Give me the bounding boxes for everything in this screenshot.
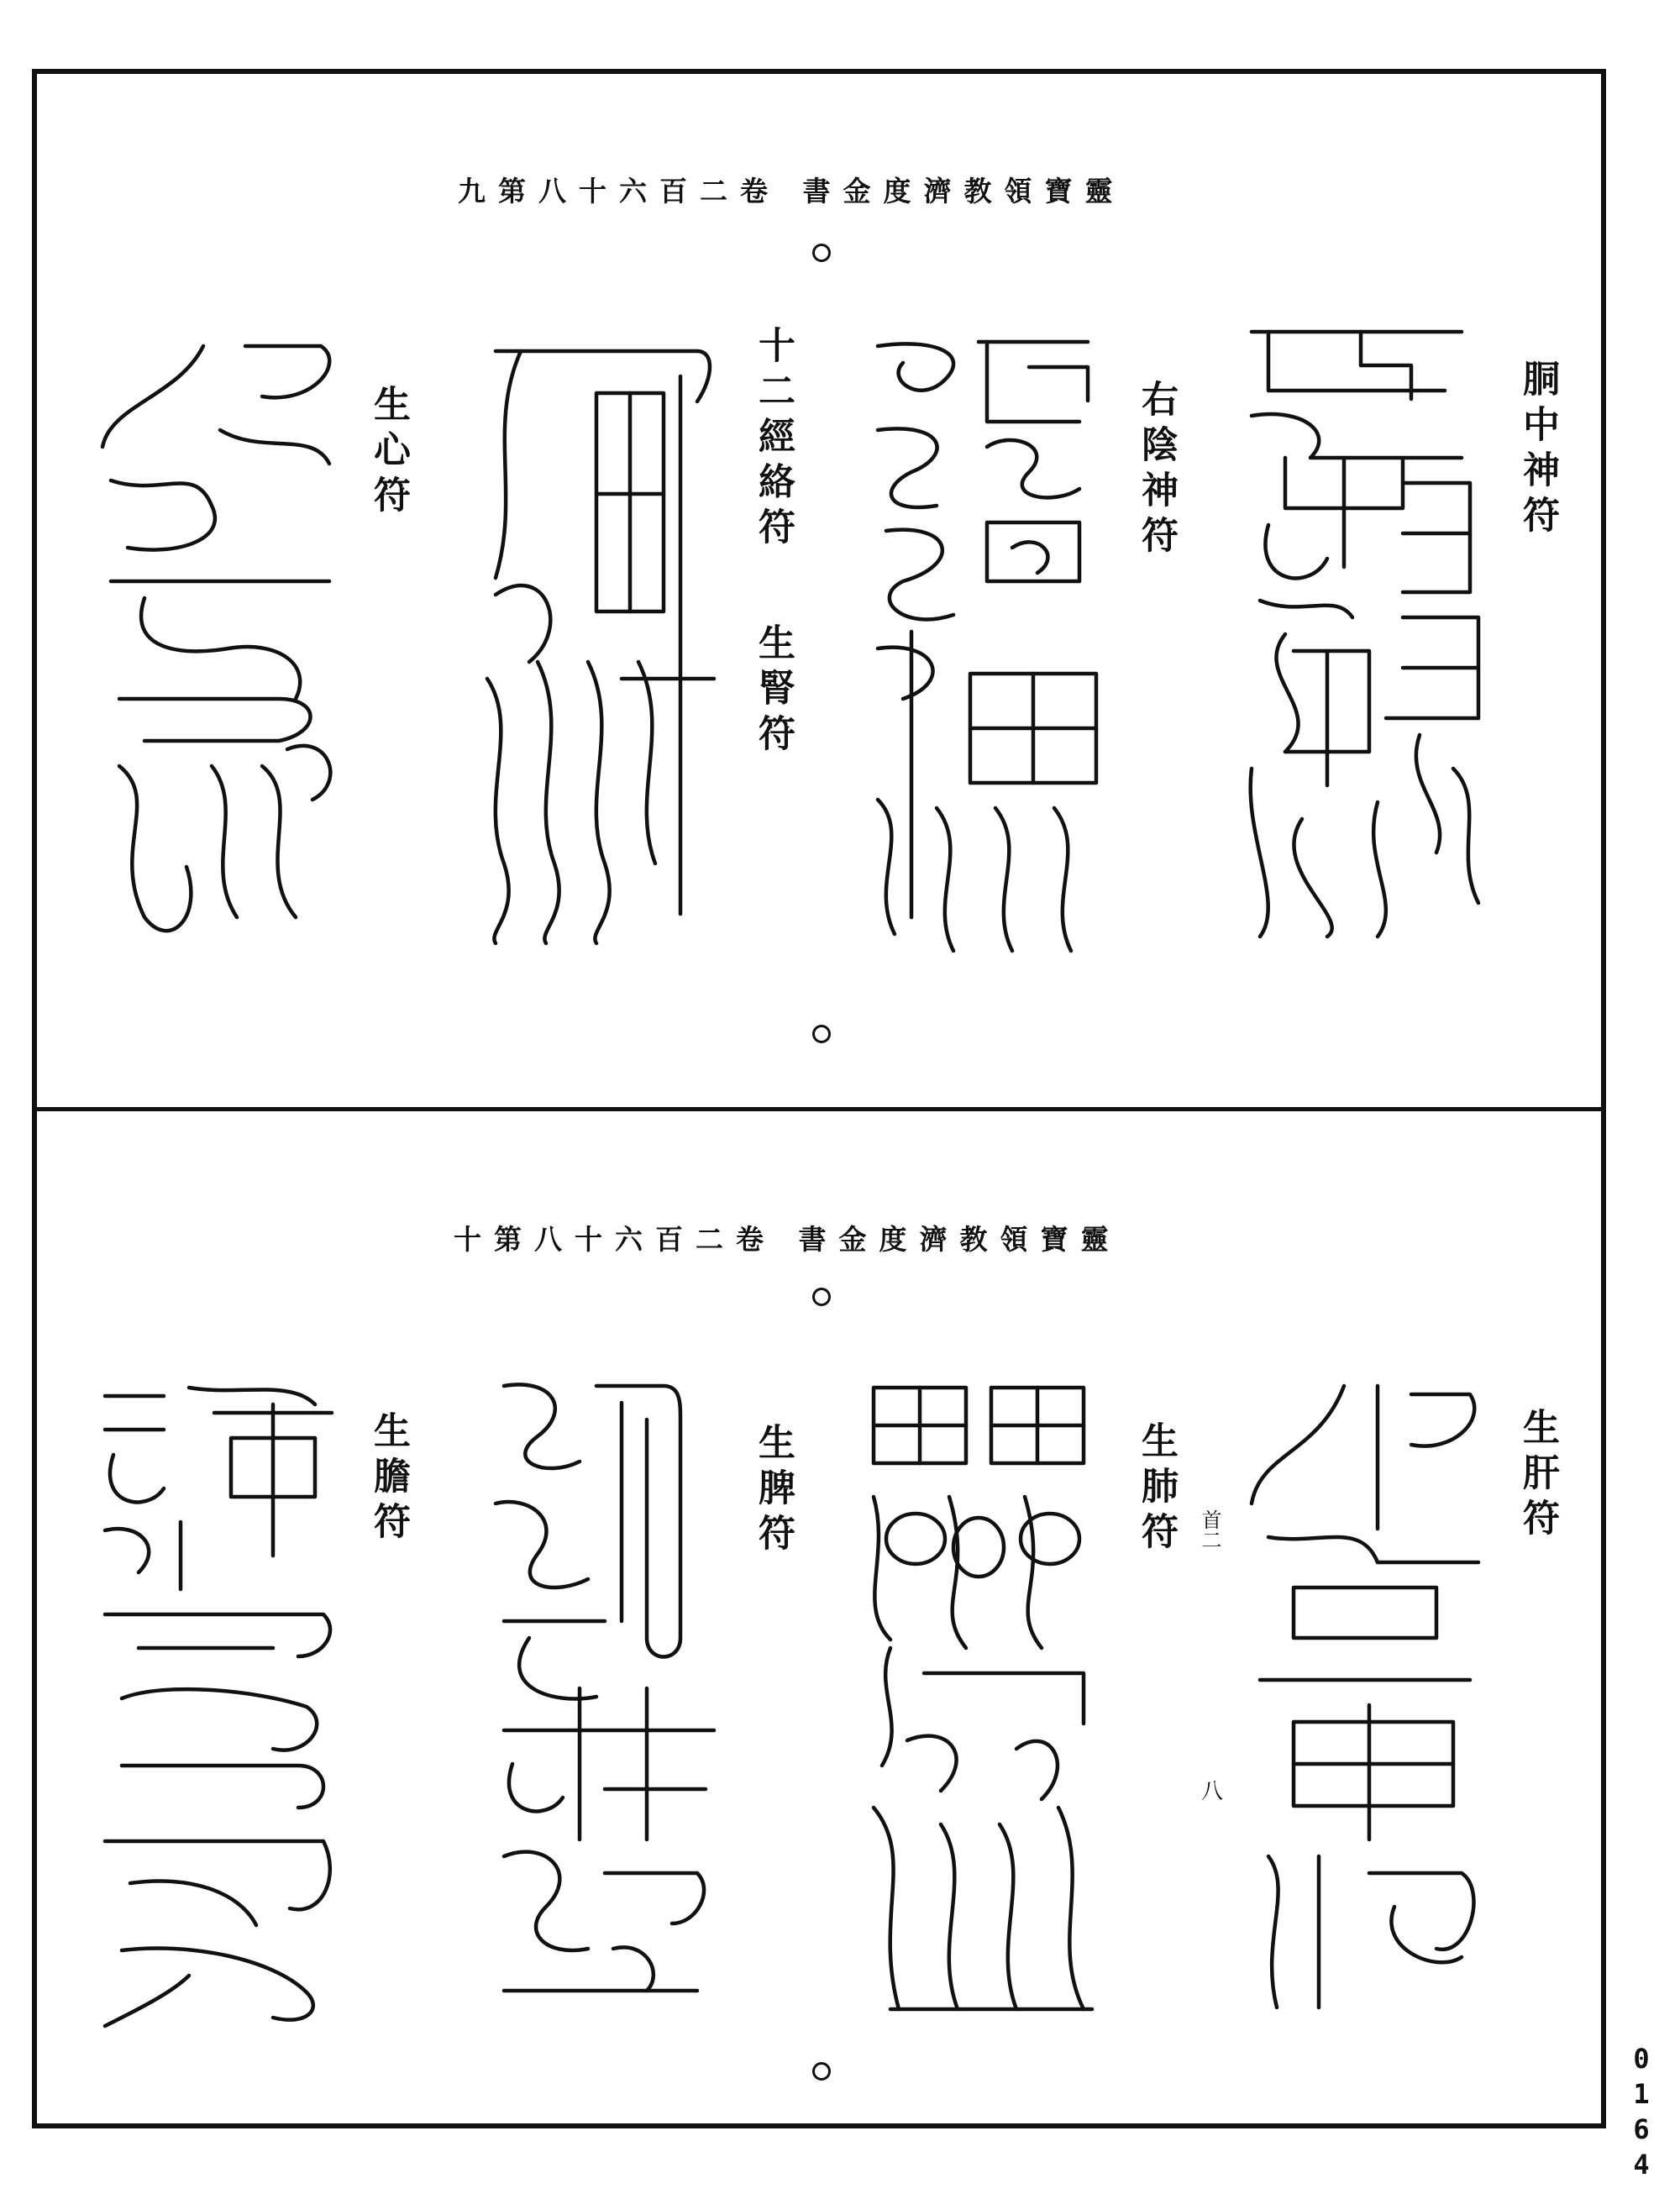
page-number-digit: 6: [1633, 2113, 1650, 2145]
label-dongzhong-shen-fu: 胴中神符: [1516, 360, 1559, 541]
top-registration-circle-upper: [812, 244, 831, 262]
page-number-digit: 0: [1633, 2043, 1650, 2075]
talisman-dongzhong-image: [1235, 315, 1487, 953]
talisman-sheng-xin-image: [94, 329, 346, 951]
page-number: [1628, 2041, 1655, 2182]
bottom-header: 十第八十六百二卷 書金度濟教領寶靈: [454, 1223, 1121, 1256]
bottom-registration-circle-upper: [812, 1288, 831, 1306]
label-sheng-shen-fu: 生腎符: [752, 623, 795, 759]
note-shou-er: 首二: [1198, 1509, 1221, 1550]
label-sheng-gan-fu: 生肝符: [1516, 1408, 1559, 1544]
talisman-sheng-pi-image: [479, 1369, 722, 2024]
talisman-sheng-dan-image: [88, 1371, 340, 2034]
label-sheng-xin-fu: 生心符: [367, 385, 410, 521]
label-twelve-meridians-fu: 十二經絡符: [752, 326, 795, 553]
label-you-yin-shen-fu: 右陰神符: [1135, 380, 1178, 561]
label-sheng-pi-fu: 生脾符: [752, 1423, 795, 1559]
panel-divider: [32, 1107, 1606, 1111]
margin-mark: 八: [1201, 1779, 1224, 1804]
label-sheng-fei-fu: 生肺符: [1135, 1421, 1178, 1557]
bottom-registration-circle-lower: [812, 2062, 831, 2081]
top-registration-circle-lower: [812, 1025, 831, 1043]
talisman-you-yin-image: [861, 329, 1105, 959]
talisman-twelve-meridians-image: [470, 326, 722, 947]
label-sheng-dan-fu: 生膽符: [367, 1411, 410, 1547]
talisman-sheng-gan-image: [1243, 1369, 1487, 2024]
page-number-digit: 1: [1633, 2078, 1650, 2110]
top-header: 九第八十六百二卷 書金度濟教領寶靈: [458, 175, 1126, 207]
page-number-digit: 4: [1633, 2149, 1650, 2181]
talisman-sheng-fei-image: [857, 1371, 1100, 2026]
